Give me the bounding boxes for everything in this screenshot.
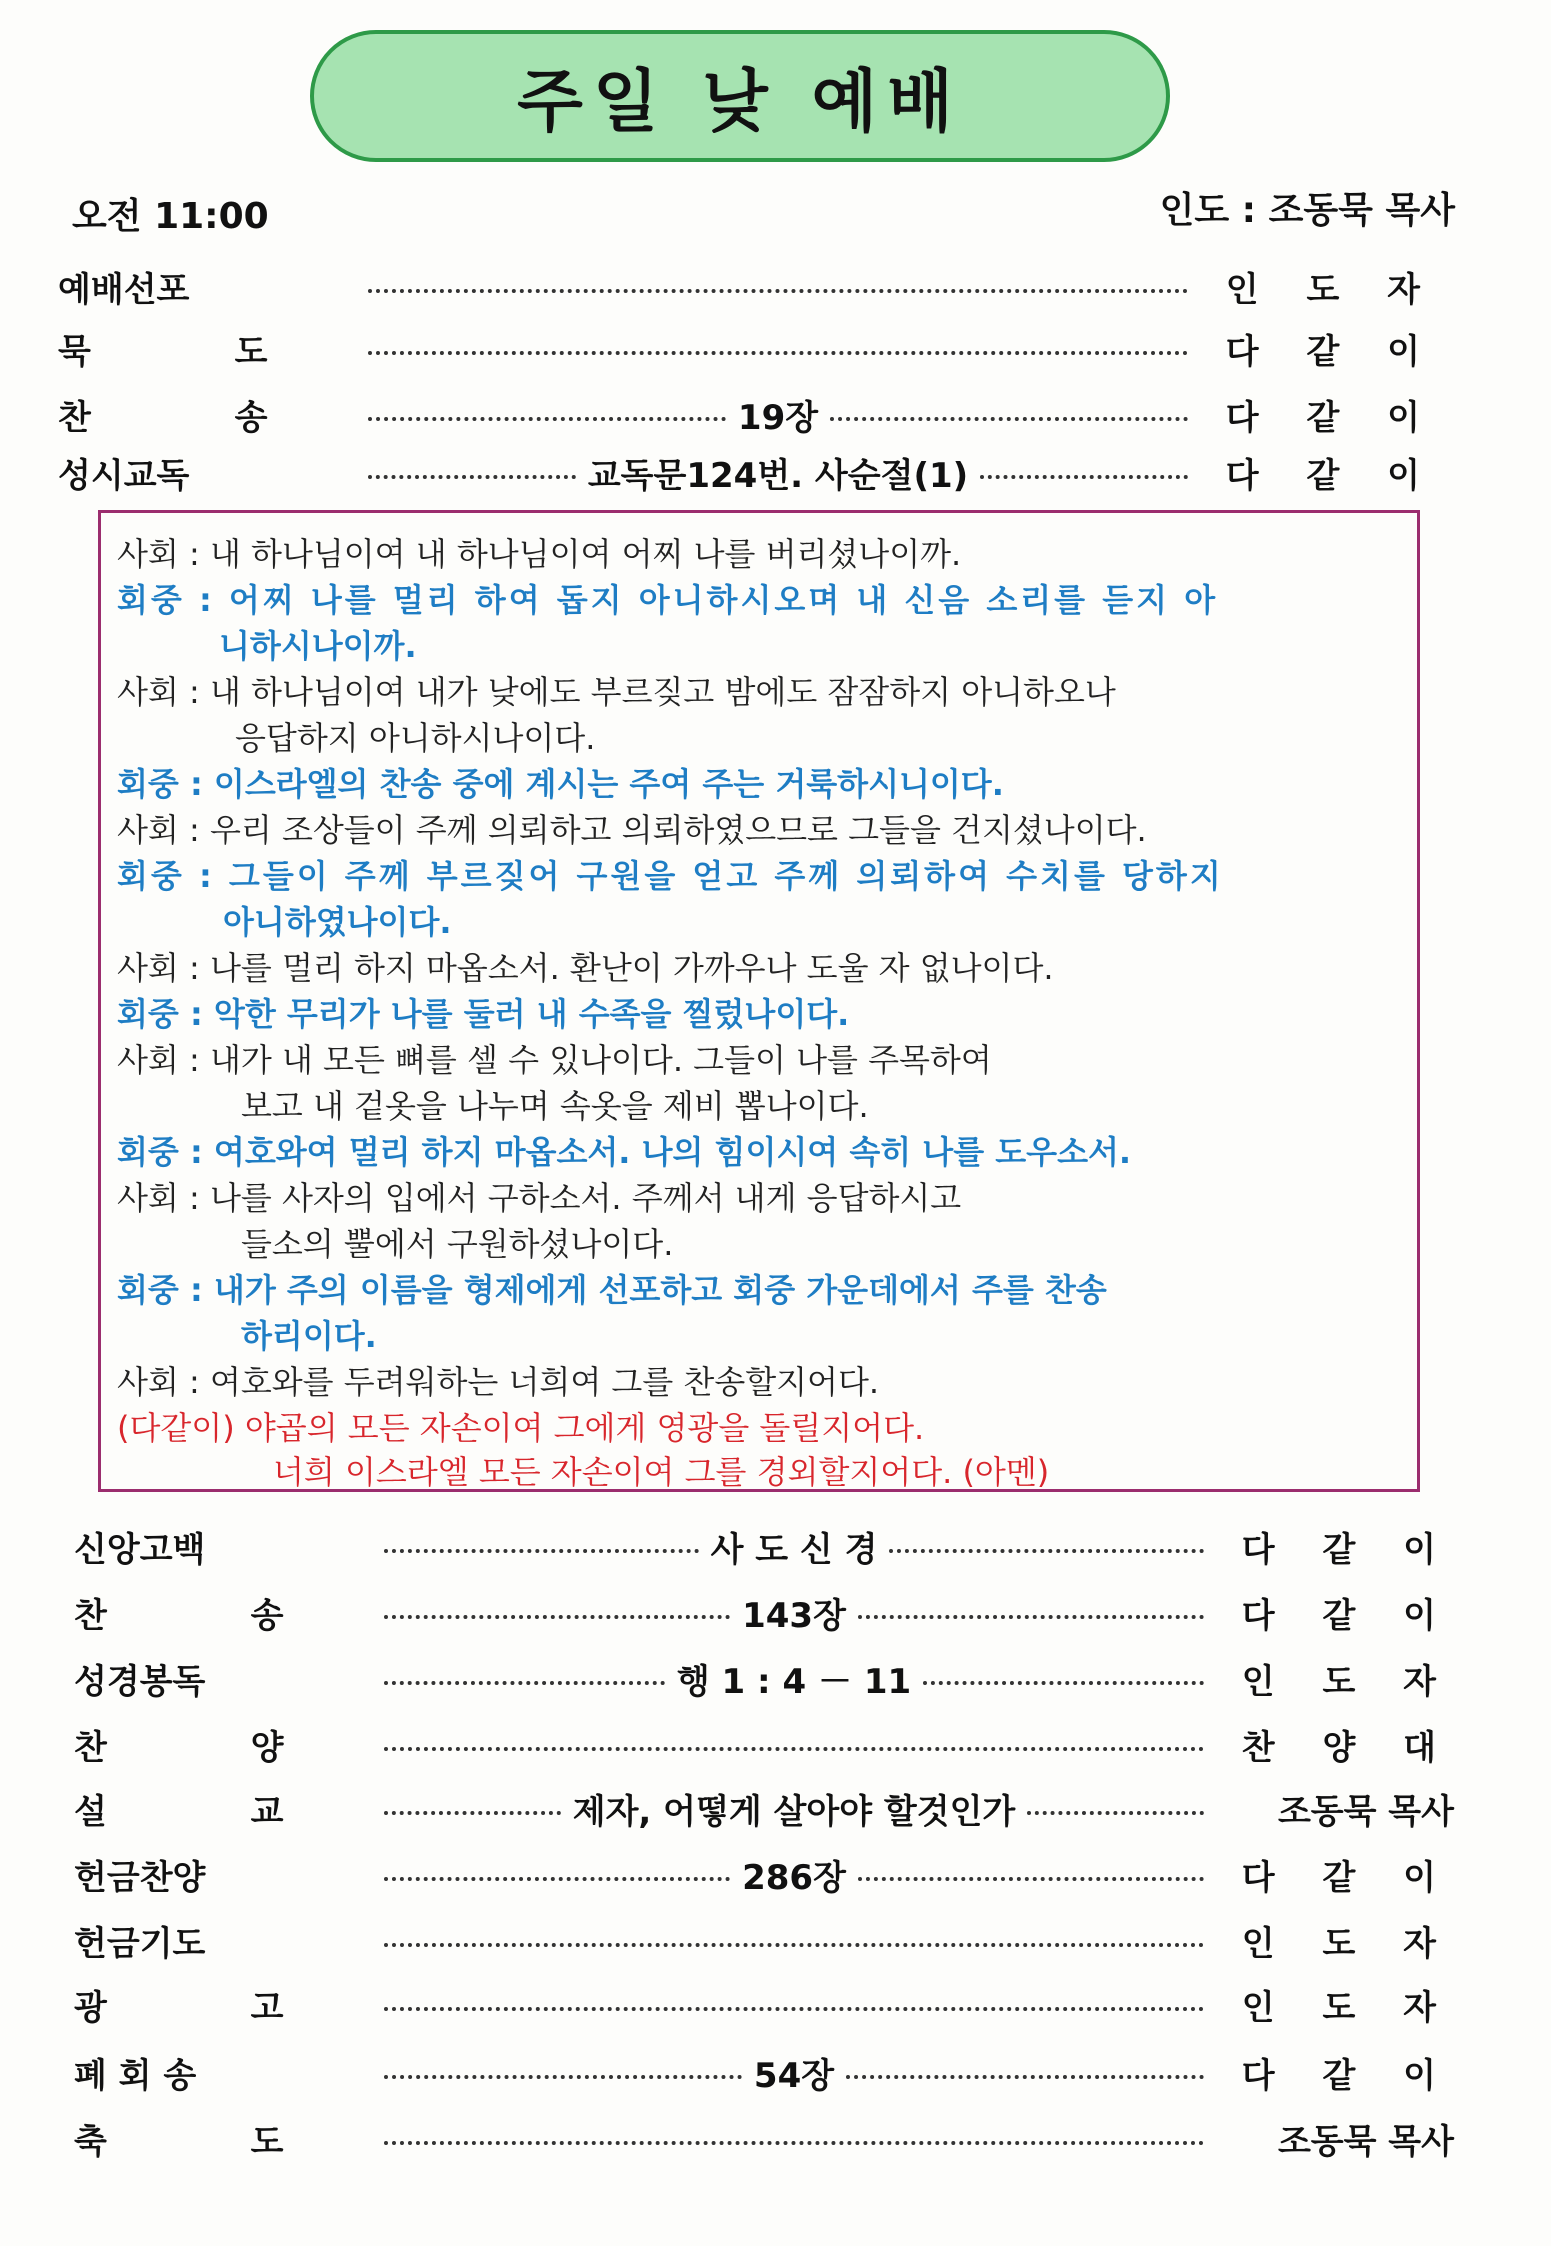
- order-row: [58, 262, 1438, 318]
- order-label: 축 도: [74, 2122, 350, 2162]
- order-middle-text: 교독문124번. 사순절(1): [587, 455, 969, 496]
- order-label: 찬 송: [58, 398, 334, 438]
- order-who: 인 도 자: [1225, 270, 1438, 310]
- service-info: [72, 188, 1455, 238]
- order-row: [74, 1588, 1454, 1644]
- reading-line-congregation: 회중 : 어찌 나를 멀리 하여 돕지 아니하시오며 내 신음 소리를 듣지 아: [117, 581, 1219, 619]
- order-middle-text: 54장: [753, 2055, 835, 2096]
- order-middle: [384, 2048, 1204, 2096]
- order-row: [74, 1784, 1454, 1840]
- order-middle: [368, 390, 1188, 438]
- order-middle: [368, 262, 1188, 310]
- order-middle-text: 286장: [742, 1857, 846, 1898]
- order-who: 인 도 자: [1241, 1988, 1454, 2028]
- reading-line-congregation: 니하시나이까.: [219, 627, 417, 665]
- reading-line-leader: 들소의 뿔에서 구원하셨나이다.: [241, 1225, 674, 1263]
- reading-line-leader: 사회 : 우리 조상들이 주께 의뢰하고 의뢰하였으므로 그들을 건지셨나이다.: [117, 811, 1147, 849]
- order-who: 조동묵 목사: [1277, 1792, 1454, 1832]
- order-middle-text: 19장: [737, 397, 819, 438]
- page-title: 주일 낮 예배: [310, 30, 1170, 162]
- order-who: 찬 양 대: [1241, 1728, 1454, 1768]
- order-label: 묵 도: [58, 332, 334, 372]
- reading-line-leader: 사회 : 여호와를 두려워하는 너희여 그를 찬송할지어다.: [117, 1363, 880, 1401]
- order-row: [74, 2114, 1454, 2170]
- reading-line-congregation: 아니하였나이다.: [223, 903, 452, 941]
- order-row: [74, 1850, 1454, 1906]
- order-label: 설 교: [74, 1792, 350, 1832]
- responsive-reading-box: [98, 510, 1420, 1492]
- order-who: 다 같 이: [1241, 2056, 1454, 2096]
- order-label: 광 고: [74, 1988, 350, 2028]
- order-middle-text: 사 도 신 경: [710, 1529, 878, 1570]
- order-label: 찬 송: [74, 1596, 350, 1636]
- order-middle: [384, 1720, 1204, 1768]
- reading-line-congregation: 회중 : 그들이 주께 부르짖어 구원을 얻고 주께 의뢰하여 수치를 당하지: [117, 857, 1224, 895]
- order-who: 다 같 이: [1241, 1858, 1454, 1898]
- order-middle: [384, 2114, 1204, 2162]
- order-label: 헌금찬양: [74, 1858, 206, 1898]
- order-who: 다 같 이: [1241, 1530, 1454, 1570]
- order-row: [58, 448, 1438, 504]
- order-who: 인 도 자: [1241, 1662, 1454, 1702]
- order-middle: [384, 1522, 1204, 1570]
- reading-line-leader: 응답하지 아니하시나이다.: [235, 719, 596, 757]
- order-middle: [384, 1916, 1204, 1964]
- order-row: [58, 324, 1438, 380]
- reading-line-leader: 사회 : 나를 사자의 입에서 구하소서. 주께서 내게 응답하시고: [117, 1179, 962, 1217]
- order-middle: [368, 324, 1188, 372]
- order-who: 다 같 이: [1241, 1596, 1454, 1636]
- order-middle: [384, 1588, 1204, 1636]
- order-who: 인 도 자: [1241, 1924, 1454, 1964]
- order-who: 다 같 이: [1225, 332, 1438, 372]
- reading-line-congregation: 회중 : 여호와여 멀리 하지 마옵소서. 나의 힘이시여 속히 나를 도우소서.: [117, 1133, 1132, 1171]
- order-row: [74, 1916, 1454, 1972]
- reading-line-congregation: 회중 : 내가 주의 이름을 형제에게 선포하고 회중 가운데에서 주를 찬송: [117, 1271, 1107, 1309]
- reading-line-congregation: 회중 : 악한 무리가 나를 둘러 내 수족을 찔렀나이다.: [117, 995, 850, 1033]
- order-label: 신앙고백: [74, 1530, 206, 1570]
- order-row: [74, 1654, 1454, 1710]
- order-middle-text: 제자, 어떻게 살아야 할것인가: [572, 1791, 1016, 1832]
- order-label: 예배선포: [58, 270, 190, 310]
- service-time: 오전 11:00: [72, 196, 269, 237]
- order-label: 성경봉독: [74, 1662, 206, 1702]
- reading-line-congregation: 회중 : 이스라엘의 찬송 중에 계시는 주여 주는 거룩하시니이다.: [117, 765, 1004, 803]
- order-middle: [384, 1654, 1204, 1702]
- order-middle-text: 143장: [742, 1595, 846, 1636]
- order-row: [74, 1980, 1454, 2036]
- order-row: [74, 2048, 1454, 2104]
- reading-line-leader: 사회 : 내 하나님이여 내 하나님이여 어찌 나를 버리셨나이까.: [117, 535, 962, 573]
- order-label: 폐 회 송: [74, 2056, 197, 2096]
- order-middle: [368, 448, 1188, 496]
- service-leader: 인도 : 조동묵 목사: [1159, 190, 1455, 231]
- order-who: 다 같 이: [1225, 398, 1438, 438]
- order-who: 다 같 이: [1225, 456, 1438, 496]
- reading-line-leader: 사회 : 내 하나님이여 내가 낮에도 부르짖고 밤에도 잠잠하지 아니하오나: [117, 673, 1116, 711]
- reading-line-leader: 사회 : 내가 내 모든 뼈를 셀 수 있나이다. 그들이 나를 주목하여: [117, 1041, 992, 1079]
- order-row: [58, 390, 1438, 446]
- reading-line-all: 너희 이스라엘 모든 자손이여 그를 경외할지어다. (아멘): [273, 1453, 1050, 1491]
- reading-line-all: (다같이) 야곱의 모든 자손이여 그에게 영광을 돌릴지어다.: [117, 1409, 925, 1447]
- order-label: 찬 양: [74, 1728, 350, 1768]
- order-middle: [384, 1850, 1204, 1898]
- order-row: [74, 1720, 1454, 1776]
- reading-line-leader: 사회 : 나를 멀리 하지 마옵소서. 환난이 가까우나 도울 자 없나이다.: [117, 949, 1054, 987]
- order-middle-text: 행 1 : 4 － 11: [676, 1661, 912, 1702]
- order-middle: [384, 1784, 1204, 1832]
- reading-line-leader: 보고 내 겉옷을 나누며 속옷을 제비 뽑나이다.: [241, 1087, 869, 1125]
- reading-line-congregation: 하리이다.: [241, 1317, 377, 1355]
- order-label: 헌금기도: [74, 1924, 206, 1964]
- order-row: [74, 1522, 1454, 1578]
- order-who: 조동묵 목사: [1277, 2122, 1454, 2162]
- order-middle: [384, 1980, 1204, 2028]
- order-label: 성시교독: [58, 456, 190, 496]
